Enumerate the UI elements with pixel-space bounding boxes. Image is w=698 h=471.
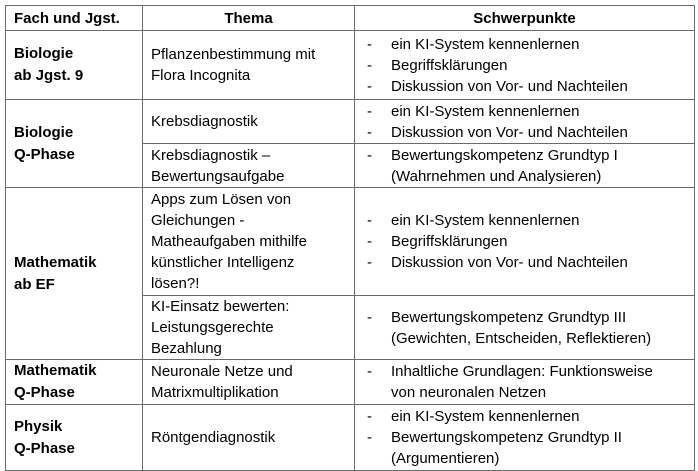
topic-line: Neuronale Netze und	[151, 363, 293, 380]
header-row	[6, 6, 695, 31]
topic-line: Apps zum Lösen von	[151, 191, 292, 208]
focus-item: - Begriffsklärungen	[363, 55, 690, 76]
focus-item: - ein KI-System kennenlernen	[363, 101, 690, 122]
subject-grade: ab Jgst. 9	[14, 67, 84, 84]
topic-cell	[143, 405, 355, 471]
focus-item: - Diskussion von Vor- und Nachteilen	[363, 76, 690, 97]
topic-line: Gleichungen -	[151, 212, 245, 229]
topic-line: KI-Einsatz bewerten:	[151, 298, 290, 315]
subject-grade: Q-Phase	[14, 439, 75, 457]
focus-cell	[355, 144, 695, 188]
topic-line: Röntgendiagnostik	[151, 429, 276, 446]
focus-cell	[355, 360, 695, 405]
focus-cell	[355, 296, 695, 360]
subject-cell	[6, 188, 143, 360]
focus-item: - Bewertungskompetenz Grundtyp II (Argumentieren)	[363, 427, 690, 469]
subject-cell	[6, 100, 143, 188]
topic-line: Krebsdiagnostik	[151, 113, 258, 130]
topic-line: lösen?!	[151, 275, 200, 292]
subject-cell	[6, 31, 143, 100]
topic-line: Krebsdiagnostik –	[151, 146, 271, 164]
focus-cell	[355, 405, 695, 471]
subject-cell	[6, 360, 143, 405]
subject-name: Mathematik	[14, 253, 97, 271]
focus-item: - ein KI-System kennenlernen	[363, 406, 690, 427]
subject-name: Biologie	[14, 45, 74, 62]
topic-line: Bezahlung	[151, 340, 222, 357]
topic-cell	[143, 100, 355, 144]
header-subject-grade: Fach und Jgst.	[6, 6, 143, 31]
focus-item: - ein KI-System kennenlernen	[363, 34, 690, 55]
topic-line: Matheaufgaben mithilfe	[151, 233, 307, 250]
topic-cell	[143, 296, 355, 360]
topic-line: Bewertungsaufgabe	[151, 167, 285, 185]
topic-line: künstlicher Intelligenz	[151, 254, 295, 271]
focus-cell	[355, 31, 695, 100]
curriculum-table	[5, 5, 695, 471]
subject-cell	[6, 405, 143, 471]
table-row	[6, 31, 695, 100]
topic-cell	[143, 144, 355, 188]
focus-item: - Inhaltliche Grundlagen: Funktionsweise von neuronalen Netzen	[363, 361, 690, 403]
table-row	[6, 360, 695, 405]
focus-item: - Bewertungskompetenz Grundtyp I (Wahrnehmen und Analysieren)	[363, 145, 690, 187]
subject-grade: ab EF	[14, 275, 55, 293]
header-focus: Schwerpunkte	[355, 6, 695, 31]
focus-item: - ein KI-System kennenlernen	[363, 210, 690, 231]
focus-cell	[355, 188, 695, 296]
focus-item: - Diskussion von Vor- und Nachteilen	[363, 122, 690, 143]
topic-line: Flora Incognita	[151, 67, 251, 84]
header-topic: Thema	[143, 6, 355, 31]
focus-item: - Bewertungskompetenz Grundtyp III (Gewichten, Entscheiden, Reflektieren)	[363, 307, 690, 349]
table-row	[6, 188, 695, 296]
topic-cell	[143, 188, 355, 296]
table-row	[6, 100, 695, 144]
subject-name: Mathematik	[14, 362, 97, 379]
table-row	[6, 405, 695, 471]
subject-grade: Q-Phase	[14, 384, 75, 401]
subject-grade: Q-Phase	[14, 145, 75, 163]
topic-line: Leistungsgerechte	[151, 319, 274, 336]
focus-item: - Diskussion von Vor- und Nachteilen	[363, 252, 690, 273]
focus-item: - Begriffsklärungen	[363, 231, 690, 252]
subject-name: Physik	[14, 417, 63, 435]
topic-line: Matrixmultiplikation	[151, 384, 279, 401]
subject-name: Biologie	[14, 123, 74, 141]
focus-cell	[355, 100, 695, 144]
topic-cell	[143, 360, 355, 405]
topic-line: Pflanzenbestimmung mit	[151, 46, 316, 63]
topic-cell	[143, 31, 355, 100]
